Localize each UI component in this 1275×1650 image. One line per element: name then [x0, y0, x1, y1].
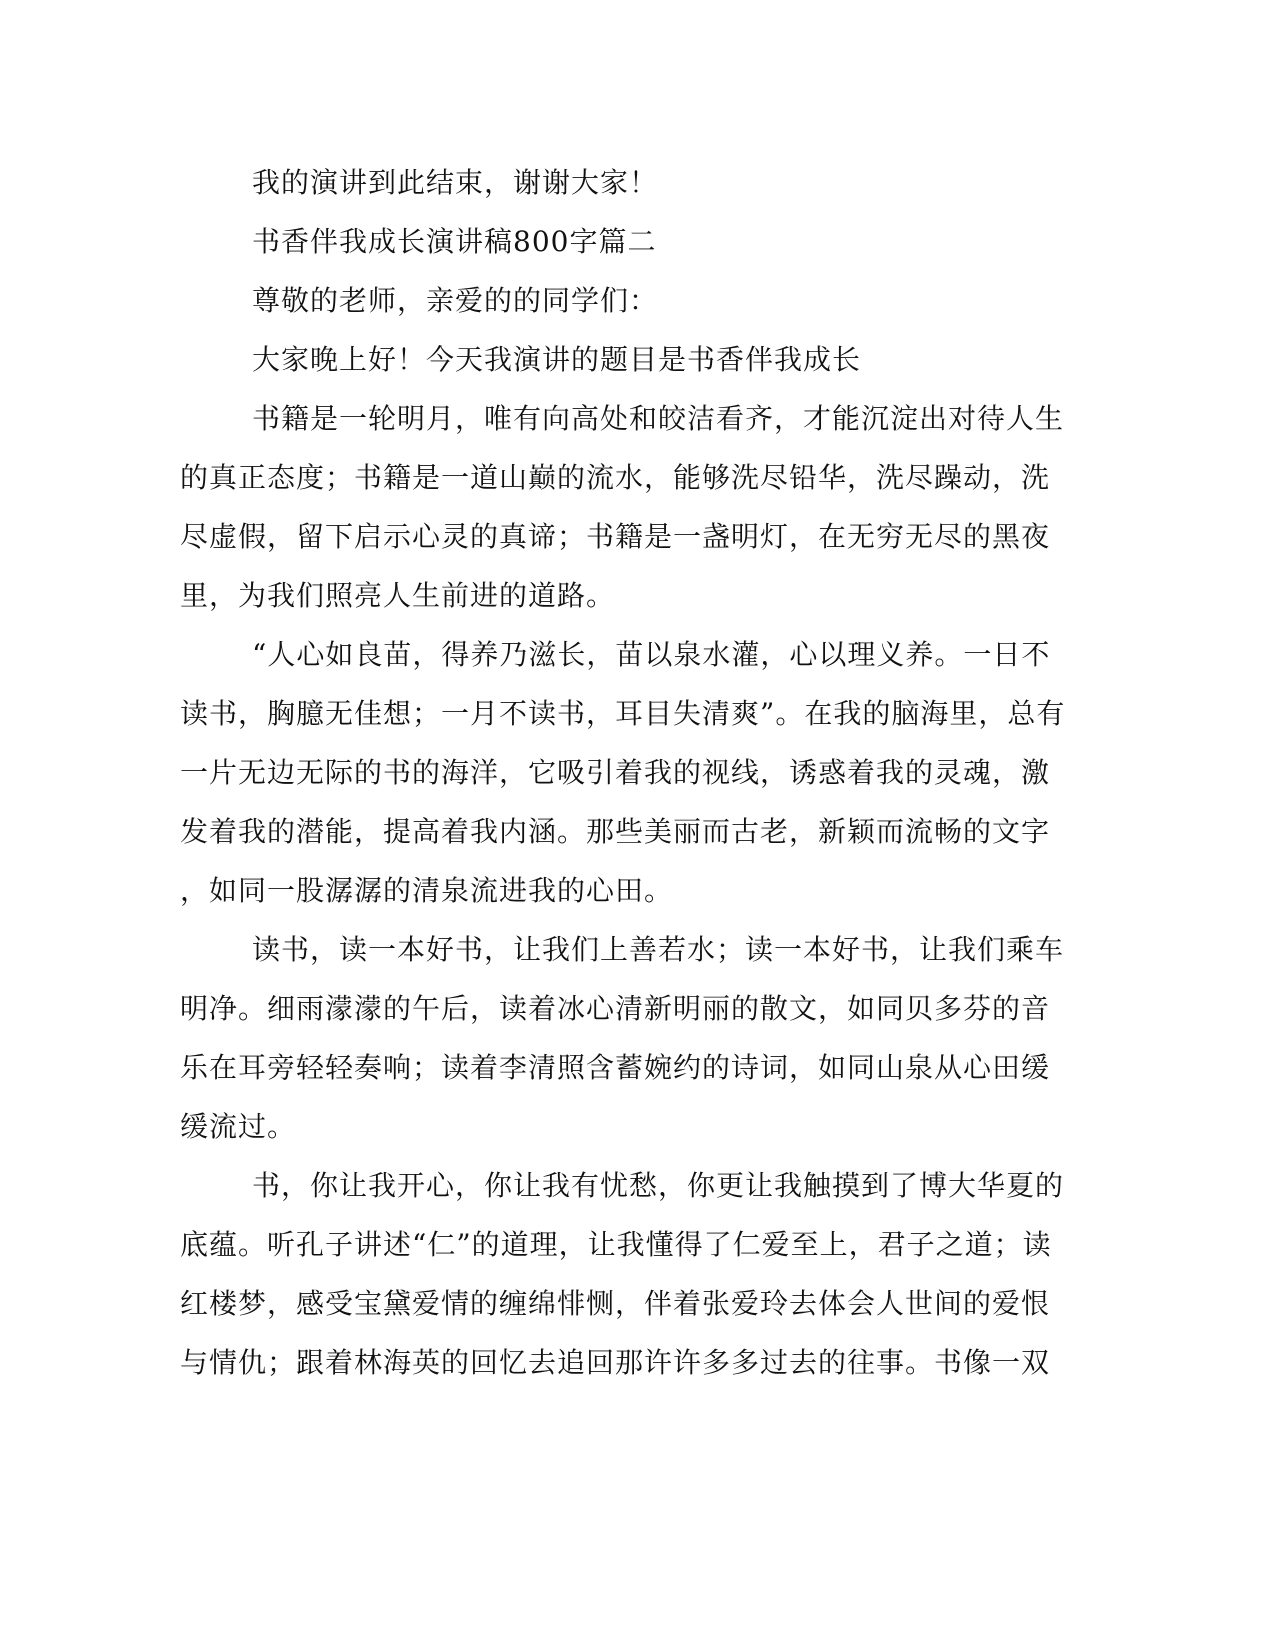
paragraph-1-line-2: 的真正态度；书籍是一道山巅的流水，能够洗尽铅华，洗尽躁动，洗: [180, 461, 1051, 494]
paragraph-3-line-2: 明净。细雨濛濛的午后，读着冰心清新明丽的散文，如同贝多芬的音: [180, 992, 1051, 1025]
paragraph-4-line-4: 与情仇；跟着林海英的回忆去追回那许许多多过去的往事。书像一双: [180, 1346, 1051, 1379]
paragraph-1-line-4: 里，为我们照亮人生前进的道路。: [180, 579, 616, 612]
paragraph-3-line-4: 缓流过。: [180, 1110, 297, 1143]
paragraph-4-line-1: 书，你让我开心，你让我有忧愁，你更让我触摸到了博大华夏的: [252, 1169, 1065, 1202]
section-title: 书香伴我成长演讲稿800字篇二: [252, 225, 657, 258]
paragraph-4-line-2: 底蕴。听孔子讲述“仁”的道理，让我懂得了仁爱至上，君子之道；读: [180, 1228, 1052, 1261]
paragraph-4-line-3: 红楼梦，感受宝黛爱情的缠绵悱恻，伴着张爱玲去体会人世间的爱恨: [180, 1287, 1051, 1320]
paragraph-1-line-1: 书籍是一轮明月，唯有向高处和皎洁看齐，才能沉淀出对待人生: [252, 402, 1065, 435]
closing-line: 我的演讲到此结束，谢谢大家！: [252, 166, 659, 199]
paragraph-3-line-3: 乐在耳旁轻轻奏响；读着李清照含蓄婉约的诗词，如同山泉从心田缓: [180, 1051, 1051, 1084]
paragraph-2-line-4: 发着我的潜能，提高着我内涵。那些美丽而古老，新颖而流畅的文字: [180, 815, 1051, 848]
greeting-line: 大家晚上好！今天我演讲的题目是书香伴我成长: [252, 343, 862, 376]
paragraph-2-line-5: ，如同一股潺潺的清泉流进我的心田。: [180, 874, 674, 907]
paragraph-2-line-2: 读书，胸臆无佳想；一月不读书，耳目失清爽”。在我的脑海里，总有: [180, 697, 1066, 730]
paragraph-2-line-1: “人心如良苗，得养乃滋长，苗以泉水灌，心以理义养。一日不: [252, 638, 1051, 671]
salutation-line: 尊敬的老师，亲爱的的同学们：: [252, 284, 659, 317]
paragraph-2-line-3: 一片无边无际的书的海洋，它吸引着我的视线，诱惑着我的灵魂，激: [180, 756, 1051, 789]
paragraph-1-line-3: 尽虚假，留下启示心灵的真谛；书籍是一盏明灯，在无穷无尽的黑夜: [180, 520, 1051, 553]
paragraph-3-line-1: 读书，读一本好书，让我们上善若水；读一本好书，让我们乘车: [252, 933, 1065, 966]
